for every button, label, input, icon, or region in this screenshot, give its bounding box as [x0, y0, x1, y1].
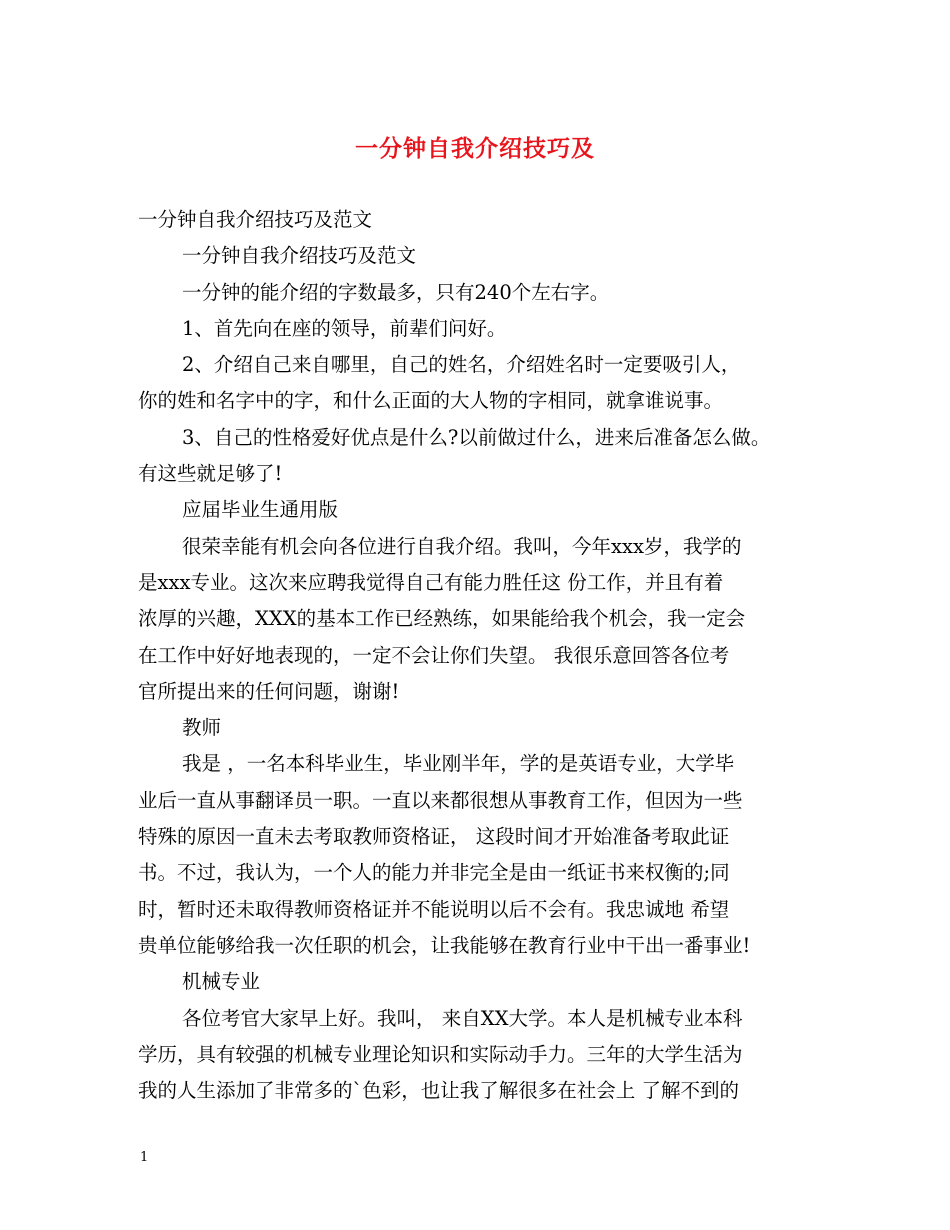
text-line: 浓厚的兴趣，XXX的基本工作已经熟练，如果能给我个机会，我一定会: [138, 607, 746, 631]
text-line: 2、介绍自己来自哪里，自己的姓名，介绍姓名时一定要吸引人，: [182, 353, 741, 377]
text-line: 有这些就足够了!: [138, 462, 283, 486]
text-line: 业后一直从事翻译员一职。一直以来都很想从事教育工作，但因为一些: [138, 788, 743, 812]
document-body: [138, 202, 828, 1109]
document-title: 一分钟自我介绍技巧及: [355, 136, 595, 162]
text-line: 1、首先向在座的领导，前辈们问好。: [182, 316, 507, 340]
text-line: 官所提出来的任何问题，谢谢!: [138, 679, 400, 703]
text-line: 教师: [182, 716, 222, 740]
text-line: 书。不过，我认为，一个人的能力并非完全是由一纸证书来权衡的;同: [138, 861, 730, 885]
text-line: 一分钟自我介绍技巧及范文: [182, 244, 417, 268]
text-line: 一分钟的能介绍的字数最多，只有240个左右字。: [182, 280, 610, 304]
text-line: 贵单位能够给我一次任职的机会，让我能够在教育行业中干出一番事业!: [138, 933, 751, 957]
text-line: 应届毕业生通用版: [182, 498, 339, 522]
text-line: 很荣幸能有机会向各位进行自我介绍。我叫，今年xxx岁，我学的: [182, 534, 742, 558]
text-line: 我的人生添加了非常多的`色彩，也让我了解很多在社会上 了解不到的: [138, 1079, 739, 1103]
text-line: 各位考官大家早上好。我叫， 来自XX大学。本人是机械专业本科: [182, 1006, 743, 1030]
text-line: 是xxx专业。这次来应聘我觉得自己有能力胜任这 份工作，并且有着: [138, 570, 724, 594]
text-line: 时，暂时还未取得教师资格证并不能说明以后不会有。我忠诚地 希望: [138, 897, 730, 921]
text-line: 机械专业: [182, 970, 261, 994]
text-line: 特殊的原因一直未去考取教师资格证， 这段时间才开始准备考取此证: [138, 825, 730, 849]
text-line: 在工作中好好地表现的，一定不会让你们失望。 我很乐意回答各位考: [138, 643, 730, 667]
text-line: 你的姓和名字中的字，和什么正面的大人物的字相同，就拿谁说事。: [138, 389, 724, 413]
page-number: 1: [140, 1150, 149, 1165]
text-line: 3、自己的性格爱好优点是什么?以前做过什么，进来后准备怎么做。: [182, 425, 771, 449]
text-line: 一分钟自我介绍技巧及范文: [138, 208, 373, 231]
text-line: 学历，具有较强的机械专业理论知识和实际动手力。三年的大学生活为: [138, 1042, 743, 1066]
text-line: 我是 ，一名本科毕业生，毕业刚半年，学的是英语专业，大学毕: [182, 752, 735, 776]
